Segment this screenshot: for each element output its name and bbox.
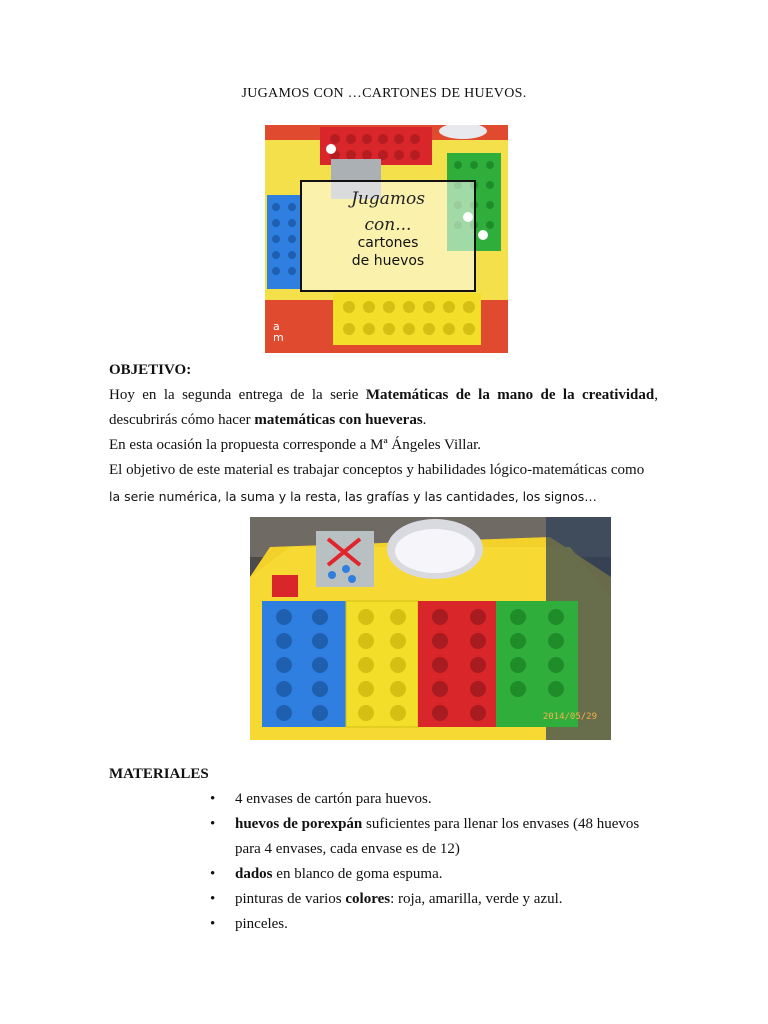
- objetivo-line-4: El objetivo de este material es trabajar conceptos y habilidades lógico-matemáticas como: [109, 462, 645, 478]
- list-item: • pinturas de varios colores: roja, amarilla, verde y azul.: [210, 887, 670, 912]
- egg-cartons-photo: [250, 517, 611, 740]
- cover-title-script-2: con...: [364, 215, 412, 235]
- objetivo-line-3: En esta ocasión la propuesta corresponde a Mª Ángeles Villar.: [109, 437, 482, 453]
- cover-title-box: [300, 180, 476, 292]
- materiales-heading: MATERIALES: [109, 766, 209, 782]
- cover-title-script-1: Jugamos: [351, 189, 425, 209]
- cover-title-line-3: cartones: [357, 235, 419, 251]
- cover-photo: [265, 125, 508, 353]
- date-stamp: 2014/05/29: [542, 712, 597, 722]
- objetivo-line-2: descubrirás cómo hacer matemáticas con hueveras.: [109, 412, 427, 428]
- list-item: • 4 envases de cartón para huevos.: [210, 787, 670, 812]
- objetivo-heading: OBJETIVO:: [109, 362, 192, 378]
- page-title: JUGAMOS CON …CARTONES DE HUEVOS.: [241, 86, 527, 101]
- list-item: • pinceles.: [210, 912, 670, 937]
- materials-list: [210, 787, 670, 937]
- logo: a m: [273, 320, 284, 344]
- objetivo-line-5: la serie numérica, la suma y la resta, las grafías y las cantidades, los signos…: [109, 489, 597, 504]
- list-item: • dados en blanco de goma espuma.: [210, 862, 670, 887]
- objetivo-line-1: Hoy en la segunda entrega de la serie Matemáticas de la mano de la creatividad,: [109, 387, 658, 403]
- list-item: • huevos de porexpán suficientes para llenar los envases (48 huevos para 4 envases, cada envase es de 12): [210, 812, 670, 862]
- cover-title-line-4: de huevos: [351, 253, 425, 269]
